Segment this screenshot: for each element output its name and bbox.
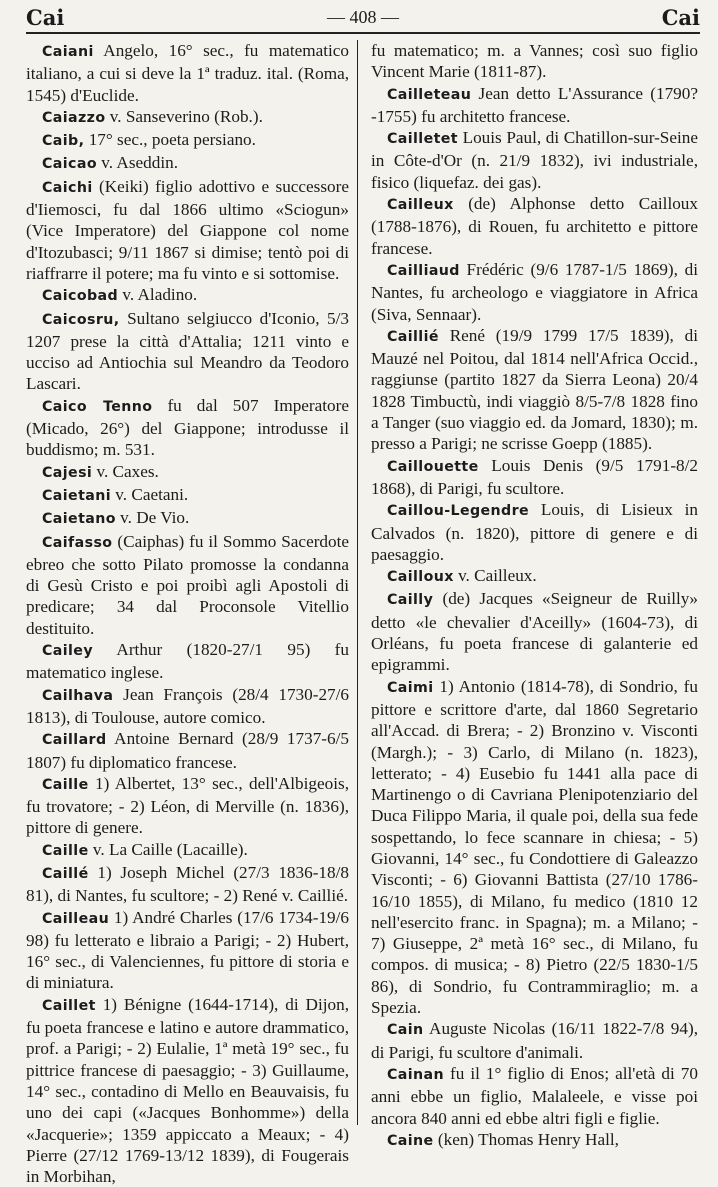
entry-headword: Caico Tenno — [42, 398, 153, 415]
running-head — [26, 4, 700, 30]
entry-body: 1) Antonio (1814-78), di Sondrio, fu pittore e scrittore d'arte, dal 1860 Segretario all'Accad. di Brera; - 2) Bronzino v. Visconti (Margh.); - 3) Carlo, di Milano (n. 1823), letterato; - 4) Eusebio fu 1441 alla pace di Martinengo o di Cavriana Plenipotenziario del Duca Filippo Maria, il quale poi, della sua fede sospettando, lo fece scannare in chiesa; - 5) Giovanni, 14° sec., fu Condottiere di Galeazzo Visconti; - 6) Giovanni Battista (27/10 1786-16/10 1855), di Milano, fu medico (1810 12 nell'esercito franc. in Spagna); m. a Milano; - 7) Giuseppe, 2ª metà 16° sec., di Milano, fu compos. di musica; - 8) Pietro (22/5 1830-1/5 86), di Sondrio, fu Contrammiraglio; m. a Spezia. — [371, 676, 698, 1018]
right-column — [371, 40, 698, 1152]
column-divider — [357, 40, 358, 1125]
entry — [26, 684, 349, 729]
entry-headword: Caillet — [42, 997, 96, 1014]
entry — [371, 676, 698, 1019]
entry — [371, 325, 698, 455]
entry — [26, 907, 349, 994]
entry-headword: Caillé — [42, 865, 89, 882]
entry — [371, 1018, 698, 1063]
entry — [26, 639, 349, 684]
entry-body: (ken) Thomas Henry Hall, — [437, 1129, 619, 1149]
entry-headword: Caietani — [42, 487, 111, 504]
entry-body: Frédéric (9/6 1787-1/5 1869), di Nantes, fu archeologo e viaggiatore in Africa (Siva, Sennaar). — [371, 259, 698, 324]
entry-headword: Caille — [42, 776, 89, 793]
entry-body: (Caiphas) fu il Sommo Sacerdote ebreo che sotto Pilato promosse la condanna di Gesù Cristo e poi proibì agli Apostoli di predicare; 34 dal Proconsole Vitellio destituito. — [26, 531, 350, 638]
entry — [26, 531, 349, 639]
entry-body: René (19/9 1799 17/5 1839), di Mauzé nel Poitou, dal 1814 nell'Africa Occid., raggiunse (partito 1827 da Sierra Leona) 20/4 1828 Timbuctù, indi viaggiò 8/5-7/8 1828 fino a Tanger (suo viaggio ed. da Jomard, 1830); m. presso a Parigi; ne scrisse Goepp (1885). — [371, 325, 699, 454]
entry-body: 1) André Charles (17/6 1734-19/6 98) fu letterato e libraio a Parigi; - 2) Hubert, 16° sec., di Valenciennes, fu pittore di storia e di miniatura. — [26, 907, 350, 993]
entry-body: 1) Albertet, 13° sec., dell'Albigeois, fu trovatore; - 2) Léon, di Merville (n. 1836), pittore di genere. — [26, 773, 349, 838]
entry-headword: Caillard — [42, 732, 107, 749]
entry-body: 1) Joseph Michel (27/3 1836-18/8 81), di Nantes, fu scultore; - 2) René v. Caillié. — [26, 862, 349, 906]
entry — [26, 839, 349, 862]
entry — [26, 106, 349, 129]
entry-body: fu dal 507 Imperatore (Micado, 26°) del Giappone; introdusse il buddismo; m. 531. — [26, 395, 349, 460]
entry-body: Angelo, 16° sec., fu matematico italiano, a cui si deve la 1ª traduz. ital. (Roma, 1545) d'Euclide. — [26, 41, 349, 105]
entry-headword: Cainan — [387, 1066, 445, 1083]
entry-headword: Cailly — [387, 592, 434, 609]
entry — [26, 994, 349, 1187]
entry — [371, 259, 698, 325]
entry-body: Louis Paul, di Chatillon-sur-Seine in Côte-d'Or (n. 21/9 1832), ivi industriale, fisico (liquefaz. dei gas). — [371, 128, 698, 192]
entry-body: v. Caetani. — [115, 484, 189, 504]
entry — [26, 176, 349, 284]
entry — [371, 1129, 698, 1152]
entry-body: 17° sec., poeta persiano. — [88, 130, 256, 150]
entry-headword: Caicosru, — [42, 311, 120, 328]
entry-body: Louis, di Lisieux in Calvados (n. 1820), pittore di genere e di paesaggio. — [371, 500, 698, 564]
entry — [26, 484, 349, 507]
header-rule — [26, 32, 700, 34]
entry — [26, 507, 349, 530]
entry-headword: Cailloux — [387, 569, 454, 586]
entry — [26, 862, 349, 907]
entry — [371, 127, 698, 193]
entry — [26, 40, 349, 106]
entry — [371, 588, 698, 675]
entry — [371, 193, 698, 259]
entry-headword: Cailletet — [387, 131, 458, 148]
entry-body: Jean François (28/4 1730-27/6 1813), di Toulouse, autore comico. — [26, 684, 350, 727]
entry-headword: Caille — [42, 842, 89, 859]
entry-body: v. Aladino. — [122, 285, 198, 305]
entry — [26, 461, 349, 484]
entry-body: v. La Caille (Lacaille). — [92, 839, 248, 859]
entry-body: 1) Bénigne (1644-1714), di Dijon, fu poeta francese e latino e autore drammatico, prof. a Parigi; - 2) Eulalie, 1ª metà 19° sec., fu pittrice francese di paesaggio; - 3) Guillaume, 14° sec., contadino di Mello en Beauvaisis, fu uno dei capi («Jacques Bonhomme») della «Jacquerie»; 1359 appiccato a Meaux; - 4) Pierre (27/12 1769-13/12 1839), di Fougerais in Morbihan, — [26, 994, 349, 1187]
entry-headword: Caiani — [42, 44, 94, 60]
entry-headword: Caifasso — [42, 534, 113, 551]
entry — [26, 773, 349, 839]
entry-body: v. Caxes. — [96, 461, 159, 481]
running-head-left: Cai — [26, 4, 65, 30]
entry-body: Louis Denis (9/5 1791-8/2 1868), di Parigi, fu scultore. — [371, 455, 699, 498]
entry-headword: Caicobad — [42, 288, 119, 305]
entry-headword: Caine — [387, 1132, 434, 1149]
entry-body: (Keiki) figlio adottivo e successore d'Iiemosci, fu dal 1866 ultimo «Sciogun» (Vice Imperatore) del Giappone col nome d'Itozubasci; 9/11 1867 si dimise; tentò poi di riaffrarre il potere; ma fu vinto e si sottomise. — [26, 176, 350, 283]
entry-headword: Caib, — [42, 133, 85, 150]
entry-headword: Cailleux — [387, 197, 454, 214]
entry-headword: Caillié — [387, 328, 439, 345]
entry-headword: Cailey — [42, 643, 93, 660]
entry — [371, 83, 698, 128]
entry-headword: Cajesi — [42, 464, 93, 481]
entry-body: fu matematico; m. a Vannes; così suo figlio Vincent Marie (1811-87). — [371, 41, 698, 82]
entry — [371, 565, 698, 588]
entry-headword: Cain — [387, 1022, 424, 1039]
running-head-right: Cai — [661, 4, 700, 30]
entry-body: (de) Alphonse detto Cailloux (1788-1876), di Rouen, fu architetto e pittore francese. — [371, 194, 698, 258]
entry-body: Antoine Bernard (28/9 1737-6/5 1807) fu diplomatico francese. — [26, 729, 349, 772]
entry — [26, 308, 349, 395]
entry-headword: Cailliaud — [387, 262, 460, 279]
entry-headword: Cailleau — [42, 910, 110, 927]
entry — [26, 395, 349, 461]
entry-headword: Caietano — [42, 511, 116, 528]
entry-body: fu il 1° figlio di Enos; all'età di 70 anni ebbe un figlio, Malaleele, e visse poi ancora 840 anni ed ebbe altri figli e figlie. — [371, 1063, 698, 1128]
entry — [26, 129, 349, 152]
entry — [26, 728, 349, 773]
entry — [371, 499, 698, 565]
entry-body: Auguste Nicolas (16/11 1822-7/8 94), di Parigi, fu scultore d'animali. — [371, 1019, 698, 1062]
entry-body: Jean detto L'Assurance (1790?-1755) fu architetto francese. — [371, 83, 698, 126]
entry — [371, 455, 698, 500]
entry-headword: Caichi — [42, 179, 93, 196]
entry-headword: Caillouette — [387, 458, 479, 475]
entry — [371, 1063, 698, 1129]
entry-body: Sultano selgiucco d'Iconio, 5/3 1207 prese la città d'Attalia; 1211 vinto e ucciso ad Antiochia sul Meandro da Teodoro Lascari. — [26, 308, 349, 394]
entry-headword: Caiazzo — [42, 109, 106, 126]
entry-body: (de) Jacques «Seigneur de Ruilly» detto «le chevalier d'Aceilly» (1604-73), di Orléans, fu poeta francese di galanterie ed epigrammi. — [371, 589, 698, 675]
entry-continuation — [371, 40, 698, 83]
entry-headword: Cailleteau — [387, 86, 472, 103]
entry — [26, 284, 349, 307]
left-column — [26, 40, 349, 1187]
entry — [26, 152, 349, 175]
entry-headword: Caillou-Legendre — [387, 503, 530, 520]
entry-body: v. De Vio. — [120, 508, 190, 528]
entry-body: v. Cailleux. — [458, 566, 537, 586]
entry-headword: Cailhava — [42, 687, 114, 704]
entry-headword: Caicao — [42, 156, 97, 173]
entry-body: v. Aseddin. — [101, 153, 178, 173]
entry-headword: Caimi — [387, 679, 434, 696]
entry-body: Arthur (1820-27/1 95) fu matematico inglese. — [26, 640, 349, 683]
page-number: — 408 — — [327, 6, 399, 27]
entry-body: v. Sanseverino (Rob.). — [109, 106, 263, 126]
